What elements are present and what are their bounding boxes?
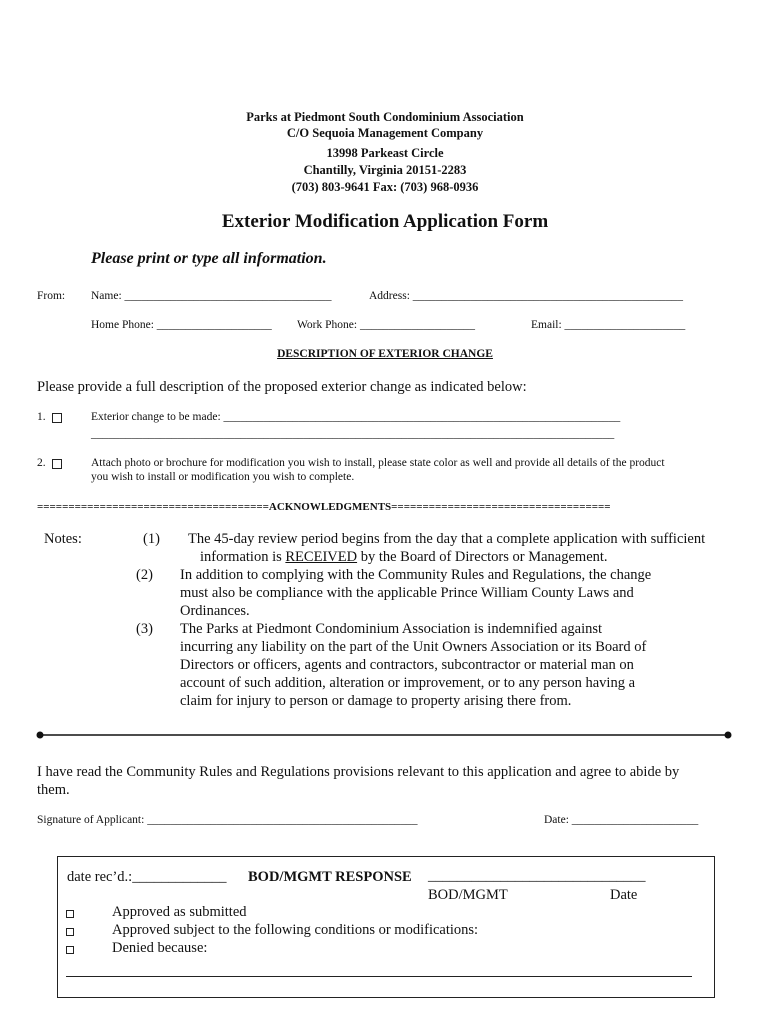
date-received-field[interactable]: date rec’d.:_____________ — [67, 869, 227, 885]
note-1-number: (1) — [143, 531, 160, 547]
received-emphasis: RECEIVED — [285, 549, 358, 565]
approved-option: Approved as submitted — [112, 904, 247, 920]
approved-conditions-option: Approved subject to the following conditions or modifications: — [112, 922, 479, 938]
item1-number: 1. — [37, 411, 46, 423]
note-3-line-3: Directors or officers, agents and contractors, subcontractor or material man on — [180, 657, 634, 673]
note-1-line-2: information is RECEIVED by the Board of Directors or Management. — [200, 549, 608, 565]
exterior-change-line[interactable]: ___________________________________________________________________________________________ — [91, 428, 615, 440]
email-field[interactable]: Email: _____________________ — [531, 319, 686, 331]
note-3-line-4: account of such addition, alteration or improvement, or to any person having a — [180, 675, 636, 691]
note-3-line-2: incurring any liability on the part of the Unit Owners Association or its Board of — [180, 639, 647, 655]
item2-checkbox[interactable] — [52, 459, 62, 469]
signature-date-field[interactable]: Date: ______________________ — [544, 814, 699, 826]
attach-photo-text-2: you wish to install or modification you wish to complete. — [91, 471, 355, 483]
applicant-signature-field[interactable]: Signature of Applicant: _______________________________________________ — [37, 814, 418, 826]
response-date-label: Date — [610, 887, 638, 903]
work-phone-field[interactable]: Work Phone: ____________________ — [297, 319, 475, 331]
note-2-line-2: must also be compliance with the applicable Prince William County Laws and — [180, 585, 634, 601]
form-subtitle: Please print or type all information. — [91, 250, 327, 267]
item1-checkbox[interactable] — [52, 413, 62, 423]
note-3-number: (3) — [136, 621, 153, 637]
association-name: Parks at Piedmont South Condominium Association — [246, 110, 524, 124]
from-label: From: — [37, 290, 66, 302]
notes-label: Notes: — [44, 531, 82, 547]
attach-photo-text: Attach photo or brochure for modification you wish to install, please state color as well and provide all details of the product — [91, 457, 665, 469]
note-1-line-1: The 45-day review period begins from the day that a complete application with sufficient — [188, 531, 706, 547]
note-2-line-1: In addition to complying with the Community Rules and Regulations, the change — [180, 567, 652, 583]
agreement-text-line-2: them. — [37, 782, 70, 798]
item2-number: 2. — [37, 457, 46, 469]
denied-reason-line[interactable] — [66, 976, 692, 977]
denied-option: Denied because: — [112, 940, 208, 956]
home-phone-field[interactable]: Home Phone: ____________________ — [91, 319, 272, 331]
description-heading: DESCRIPTION OF EXTERIOR CHANGE — [277, 348, 493, 360]
note-2-number: (2) — [136, 567, 153, 583]
acknowledgments-rule: =====================================ACKNOWLEDGMENTS=================================== — [37, 501, 611, 513]
bod-signature-line[interactable]: ______________________________ — [428, 868, 646, 884]
denied-checkbox[interactable] — [66, 946, 74, 954]
approved-conditions-checkbox[interactable] — [66, 928, 74, 936]
note-2-line-3: Ordinances. — [180, 603, 250, 619]
form-title: Exterior Modification Application Form — [221, 211, 549, 232]
management-company: C/O Sequoia Management Company — [286, 126, 484, 140]
phone-fax: (703) 803-9641 Fax: (703) 968-0936 — [291, 180, 479, 194]
description-intro: Please provide a full description of the proposed exterior change as indicated below: — [37, 379, 527, 395]
note-3-line-5: claim for injury to person or damage to property arising there from. — [180, 693, 572, 709]
name-field[interactable]: Name: ____________________________________ — [91, 290, 332, 302]
street-address: 13998 Parkeast Circle — [326, 146, 444, 160]
section-divider — [34, 729, 734, 741]
note-3-line-1: The Parks at Piedmont Condominium Association is indemnified against — [180, 621, 603, 637]
address-field[interactable]: Address: _______________________________________________ — [369, 290, 684, 302]
approved-checkbox[interactable] — [66, 910, 74, 918]
bod-response-heading: BOD/MGMT RESPONSE — [248, 869, 412, 885]
agreement-text-line-1: I have read the Community Rules and Regulations provisions relevant to this application and agree to abide by — [37, 764, 680, 780]
exterior-change-field[interactable]: Exterior change to be made: _____________________________________________________________________ — [91, 411, 621, 423]
bod-mgmt-label: BOD/MGMT — [428, 887, 508, 903]
city-state-zip: Chantilly, Virginia 20151-2283 — [303, 163, 467, 177]
